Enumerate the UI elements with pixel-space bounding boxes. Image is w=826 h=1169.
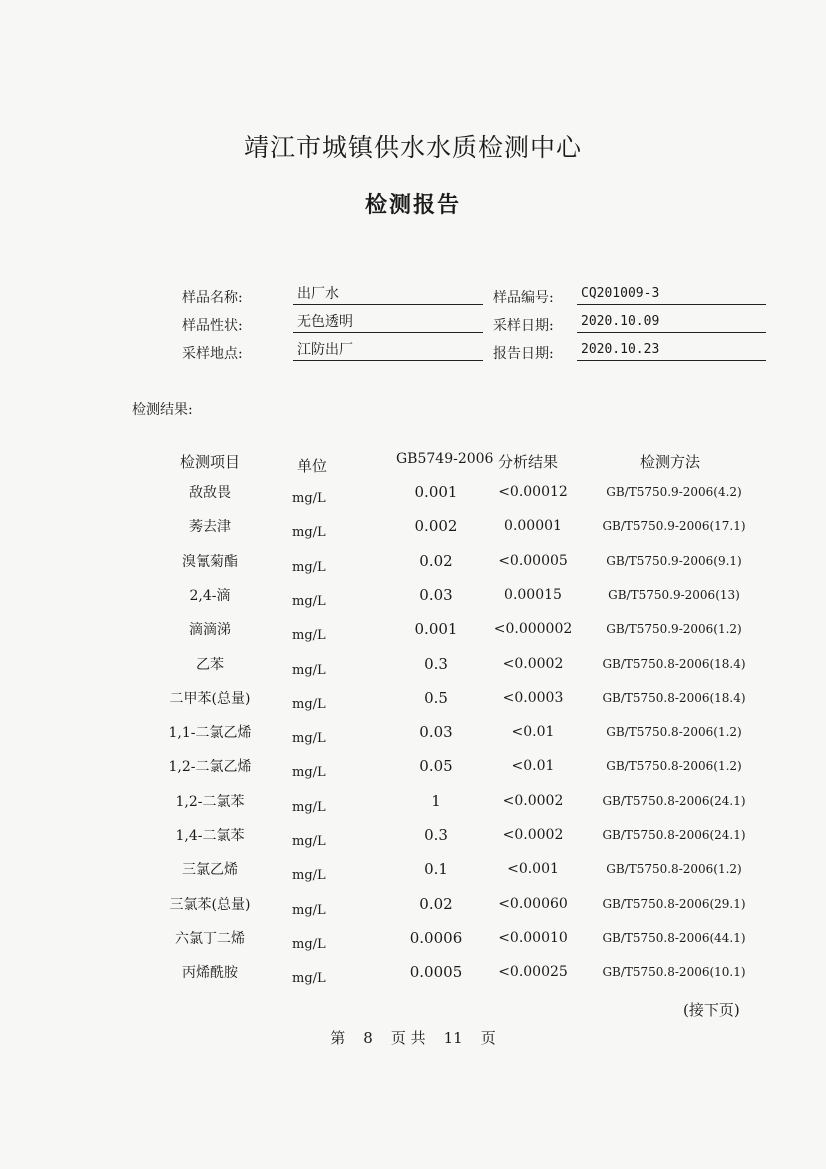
report-date-value: 2020.10.23	[577, 341, 766, 361]
row-item-name: 2,4-滴	[189, 588, 231, 604]
row-unit: mg/L	[292, 903, 326, 918]
row-method: GB/T5750.8-2006(29.1)	[602, 897, 746, 911]
row-item-name: 敌敌畏	[189, 485, 231, 501]
row-standard-limit: 0.1	[424, 860, 448, 878]
sampling-location-value: 江防出厂	[293, 341, 483, 361]
row-standard-limit: 0.0006	[409, 929, 463, 947]
row-method: GB/T5750.9-2006(9.1)	[606, 554, 742, 568]
sample-property-label: 样品性状:	[182, 318, 243, 334]
sample-name-value: 出厂水	[293, 285, 483, 305]
row-standard-limit: 0.001	[414, 483, 458, 501]
row-method: GB/T5750.9-2006(13)	[608, 588, 740, 602]
row-method: GB/T5750.9-2006(1.2)	[606, 622, 742, 636]
row-unit: mg/L	[292, 765, 326, 780]
row-method: GB/T5750.8-2006(18.4)	[602, 657, 746, 671]
row-unit: mg/L	[292, 800, 326, 815]
report-date-label: 报告日期:	[493, 346, 554, 362]
row-method: GB/T5750.8-2006(24.1)	[602, 828, 746, 842]
row-unit: mg/L	[292, 560, 326, 575]
row-standard-limit: 0.5	[424, 689, 448, 707]
row-method: GB/T5750.8-2006(1.2)	[606, 759, 742, 773]
row-standard-limit: 0.3	[424, 655, 448, 673]
row-item-name: 1,2-二氯乙烯	[168, 759, 252, 775]
row-standard-limit: 0.03	[419, 723, 453, 741]
sample-no-value: CQ201009-3	[577, 285, 766, 305]
row-method: GB/T5750.8-2006(1.2)	[606, 725, 742, 739]
header-result: 分析结果	[498, 453, 559, 471]
row-item-name: 1,2-二氯苯	[175, 794, 245, 810]
row-result: <0.00025	[498, 964, 568, 980]
sampling-date-value: 2020.10.09	[577, 313, 766, 333]
row-unit: mg/L	[292, 868, 326, 883]
row-result: <0.00005	[498, 553, 568, 569]
row-result: <0.00012	[498, 484, 568, 500]
row-method: GB/T5750.8-2006(44.1)	[602, 931, 746, 945]
row-unit: mg/L	[292, 731, 326, 746]
row-result: <0.01	[511, 724, 555, 740]
continued-note: (接下页)	[683, 1001, 740, 1019]
row-item-name: 乙苯	[196, 657, 224, 673]
page-suffix: 页	[480, 1029, 496, 1047]
row-result: <0.01	[511, 758, 555, 774]
row-result: <0.00060	[498, 896, 568, 912]
row-item-name: 1,1-二氯乙烯	[168, 725, 252, 741]
row-standard-limit: 0.3	[424, 826, 448, 844]
page-middle: 页 共	[390, 1029, 426, 1047]
row-standard-limit: 0.02	[419, 552, 453, 570]
sample-no-label: 样品编号:	[493, 290, 554, 306]
row-unit: mg/L	[292, 594, 326, 609]
row-result: <0.0003	[502, 690, 564, 706]
row-item-name: 二甲苯(总量)	[169, 691, 251, 707]
row-item-name: 滴滴涕	[189, 622, 231, 638]
row-method: GB/T5750.8-2006(18.4)	[602, 691, 746, 705]
page-prefix: 第	[330, 1029, 346, 1047]
row-result: <0.001	[507, 861, 559, 877]
row-item-name: 莠去津	[189, 519, 231, 535]
row-method: GB/T5750.8-2006(1.2)	[606, 862, 742, 876]
row-unit: mg/L	[292, 834, 326, 849]
row-item-name: 溴氰菊酯	[182, 554, 238, 570]
page-number	[0, 1027, 826, 1048]
row-result: <0.0002	[502, 827, 564, 843]
row-standard-limit: 0.001	[414, 620, 458, 638]
document-title: 检测报告	[364, 192, 461, 218]
sample-name-label: 样品名称:	[182, 290, 243, 306]
row-method: GB/T5750.8-2006(24.1)	[602, 794, 746, 808]
row-unit: mg/L	[292, 971, 326, 986]
row-unit: mg/L	[292, 628, 326, 643]
row-item-name: 三氯苯(总量)	[169, 897, 251, 913]
row-result: <0.00010	[498, 930, 568, 946]
row-result: 0.00015	[504, 587, 562, 603]
header-method: 检测方法	[640, 453, 701, 471]
row-standard-limit: 0.05	[419, 757, 453, 775]
row-standard-limit: 1	[431, 792, 441, 810]
results-section-label: 检测结果:	[132, 402, 193, 418]
organization-title: 靖江市城镇供水水质检测中心	[243, 133, 582, 162]
row-standard-limit: 0.002	[414, 517, 458, 535]
page-current: 8	[363, 1029, 373, 1047]
row-result: <0.0002	[502, 793, 564, 809]
row-method: GB/T5750.8-2006(10.1)	[602, 965, 746, 979]
row-result: 0.00001	[504, 518, 562, 534]
row-item-name: 三氯乙烯	[182, 862, 238, 878]
row-standard-limit: 0.02	[419, 895, 453, 913]
sampling-location-label: 采样地点:	[182, 346, 243, 362]
row-standard-limit: 0.0005	[409, 963, 463, 981]
sampling-date-label: 采样日期:	[493, 318, 554, 334]
row-standard-limit: 0.03	[419, 586, 453, 604]
row-unit: mg/L	[292, 491, 326, 506]
row-method: GB/T5750.9-2006(17.1)	[602, 519, 746, 533]
row-item-name: 1,4-二氯苯	[175, 828, 245, 844]
row-method: GB/T5750.9-2006(4.2)	[606, 485, 742, 499]
header-item: 检测项目	[180, 453, 241, 471]
page-total: 11	[443, 1029, 463, 1047]
header-unit: 单位	[297, 457, 328, 475]
row-unit: mg/L	[292, 937, 326, 952]
row-result: <0.000002	[493, 621, 573, 637]
header-standard: GB5749-2006	[396, 451, 494, 467]
row-unit: mg/L	[292, 525, 326, 540]
row-unit: mg/L	[292, 697, 326, 712]
sample-property-value: 无色透明	[293, 313, 483, 333]
row-unit: mg/L	[292, 663, 326, 678]
row-result: <0.0002	[502, 656, 564, 672]
row-item-name: 六氯丁二烯	[175, 931, 245, 947]
row-item-name: 丙烯酰胺	[182, 965, 238, 981]
